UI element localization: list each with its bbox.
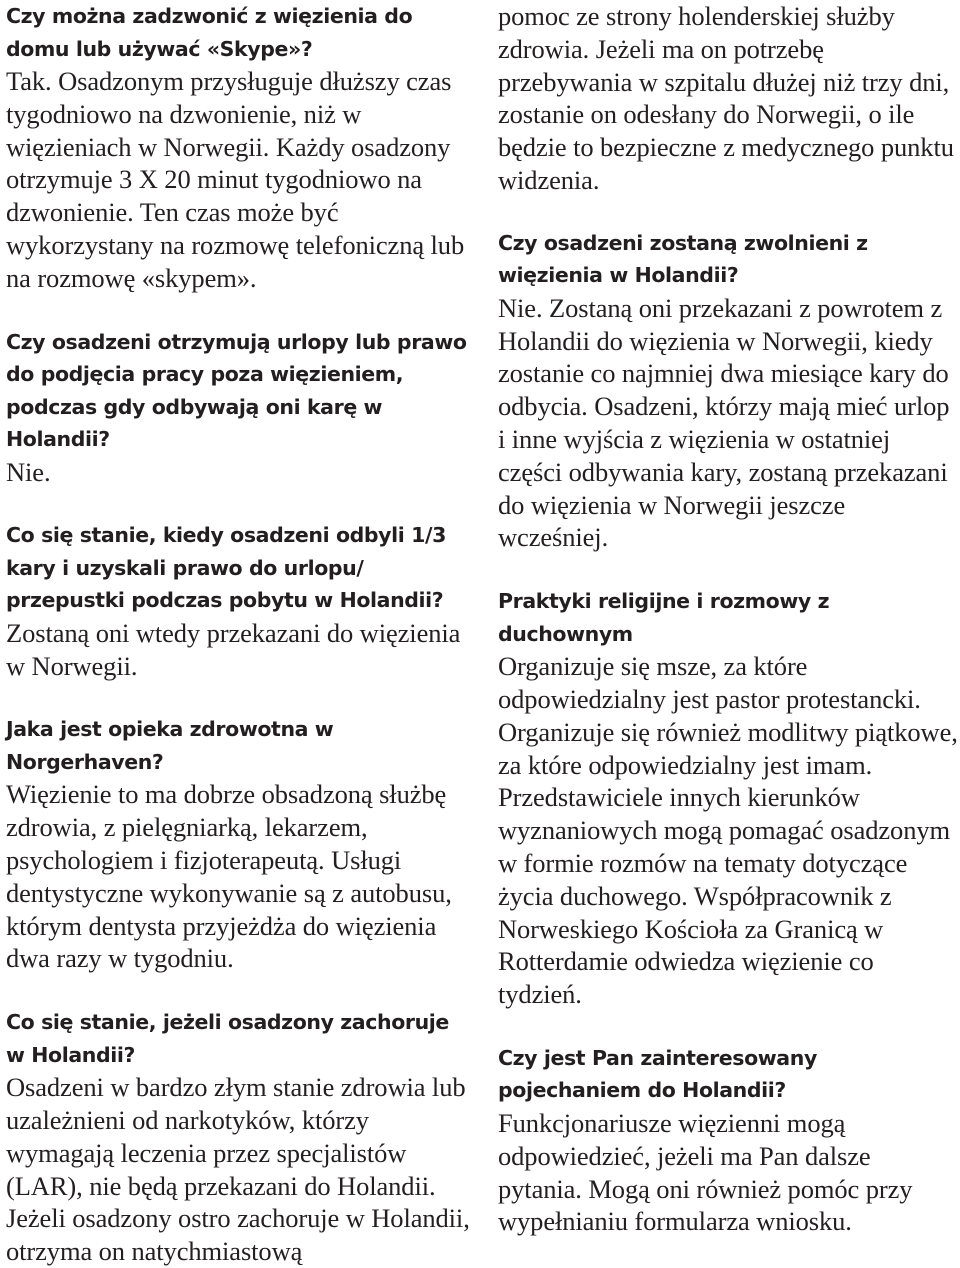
question-heading: Co się stanie, kiedy osadzeni odbyli 1/3 kary i uzyskali prawo do urlopu/ przepustki podczas pobytu w Holandii? [6,523,446,613]
left-column [6,0,474,1268]
question-heading: Czy osadzeni zostaną zwolnieni z więzienia w Holandii? [498,230,868,288]
faq-item-illness-continued [498,0,960,197]
faq-item-healthcare [6,713,474,975]
faq-item-illness [6,1006,474,1268]
answer-text: Funkcjonariusze więzienni mogą odpowiedzieć, jeżeli ma Pan dalsze pytania. Mogą oni również pomóc przy wypełnianiu formularza wniosku. [498,1107,913,1237]
question-heading: Czy osadzeni otrzymują urlopy lub prawo do podjęcia pracy poza więzieniem, podczas gdy odbywają oni karę w Holandii? [6,329,467,452]
answer-text: Organizuje się msze, za które odpowiedzialny jest pastor protestancki. Organizuje się również modlitwy piątkowe, za które odpowiedzialny jest imam. Przedstawiciele innych kierunków wyznaniowych mogą pomagać osadzonym w formie rozmów na tematy dotyczące życia duchowego. Współpracownik z Norweskiego Kościoła za Granicą w Rotterdamie odwiedza więzienie co tydzień. [498,651,958,1010]
answer-text: pomoc ze strony holenderskiej służby zdrowia. Jeżeli ma on potrzebę przebywania w szpitalu dłużej niż trzy dni, zostanie on odesłany do Norwegii, o ile będzie to bezpieczne z medycznego punktu widzenia. [498,1,954,195]
faq-item-religion [498,585,960,1011]
question-heading: Czy jest Pan zainteresowany pojechaniem do Holandii? [498,1045,817,1103]
question-heading: Jaka jest opieka zdrowotna w Norgerhaven? [6,717,334,774]
question-heading: Czy można zadzwonić z więzienia do domu lub używać «Skype»? [6,4,413,61]
right-column [498,0,960,1238]
faq-item-release [498,227,960,554]
question-heading: Co się stanie, jeżeli osadzony zachoruje w Holandii? [6,1010,449,1067]
answer-text: Zostaną oni wtedy przekazani do więzienia w Norwegii. [6,617,461,681]
faq-item-phone [6,0,474,295]
answer-text: Tak. Osadzonym przysługuje dłuższy czas tygodniowo na dzwonienie, niż w więzieniach w Norwegii. Każdy osadzony otrzymuje 3 X 20 minut tygodniowo na dzwonienie. Ten czas może być wykorzystany na rozmowę telefoniczną lub na rozmowę «skypem». [6,66,465,293]
answer-text: Osadzeni w bardzo złym stanie zdrowia lub uzależnieni od narkotyków, którzy wymagają leczenia przez specjalistów (LAR), nie będą przekazani do Holandii. Jeżeli osadzony ostro zachoruje w Holandii, otrzyma on natychmiastową [6,1072,470,1267]
answer-text: Więzienie to ma dobrze obsadzoną służbę zdrowia, z pielęgniarką, lekarzem, psychologiem i fizjoterapeutą. Usługi dentystyczne wykonywanie są z autobusu, którym dentysta przyjeżdża do więzienia dwa razy w tygodniu. [6,779,452,974]
answer-text: Nie. Zostaną oni przekazani z powrotem z Holandii do więzienia w Norwegii, kiedy zostanie co najmniej dwa miesiące kary do odbycia. Osadzeni, którzy mają mieć urlop i inne wyjścia z więzienia w ostatniej części odbywania kary, zostaną przekazani do więzienia w Norwegii jeszcze wcześniej. [498,292,950,553]
faq-item-one-third [6,519,474,682]
question-heading: Praktyki religijne i rozmowy z duchownym [498,589,830,646]
faq-item-interest [498,1042,960,1238]
faq-item-leave [6,326,474,489]
answer-text: Nie. [6,456,51,487]
